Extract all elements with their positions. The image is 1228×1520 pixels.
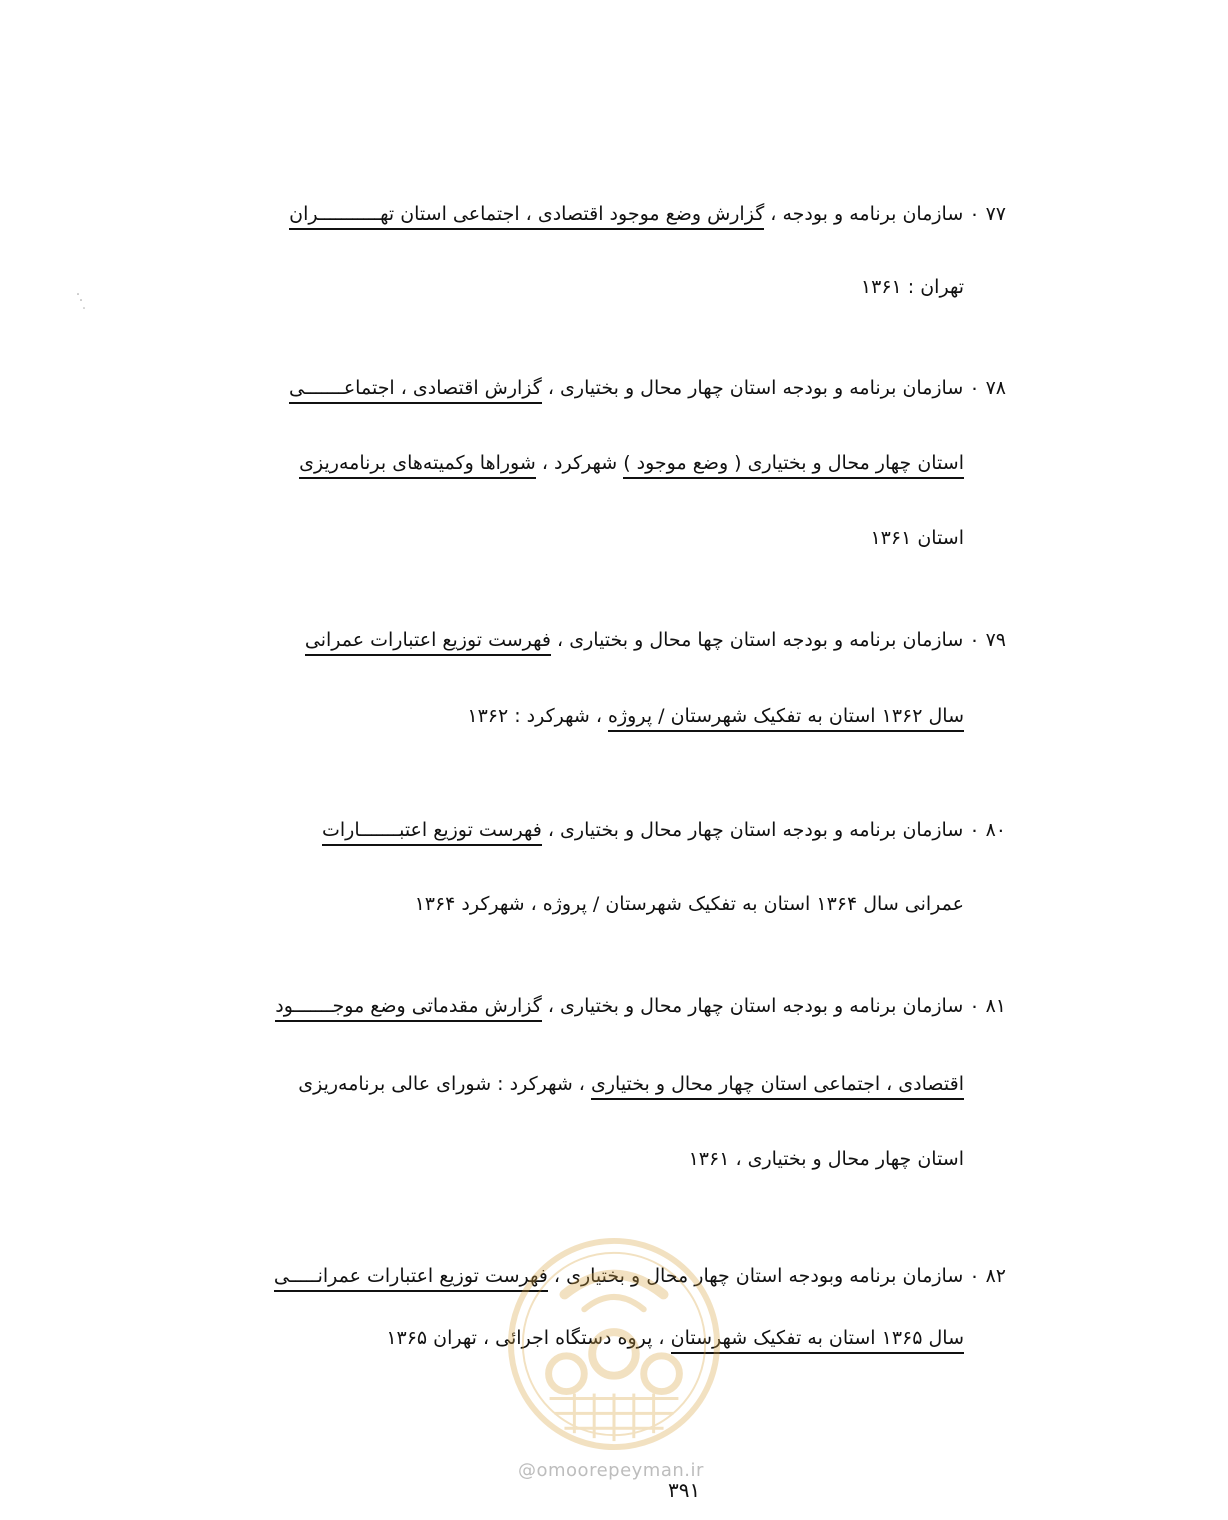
entry-text: ۷۹ ۰ سازمان برنامه و بودجه استان چها محال و بختیاری ، xyxy=(551,629,1006,651)
entry-text: ۸۰ ۰ سازمان برنامه و بودجه استان چهار محال و بختیاری ، xyxy=(541,819,1006,841)
entry-text: عمرانی سال ۱۳۶۴ استان به تفکیک شهرستان / پروژه ، شهرکرد ۱۳۶۴ xyxy=(414,893,964,915)
entry-77-line-2 xyxy=(861,276,964,298)
entry-title-underlined: گزارش اقتصادی ، اجتماعـــــــی xyxy=(289,377,542,404)
entry-78-line-1 xyxy=(289,377,1006,399)
seal-logo xyxy=(505,1235,723,1453)
entry-text: ، شهرکرد : شورای عالی برنامه‌ریزی xyxy=(298,1073,591,1095)
entry-81-line-2 xyxy=(298,1073,964,1095)
entry-title-underlined: اقتصادی ، اجتماعی استان چهار محال و بختیاری xyxy=(591,1073,964,1100)
entry-81-line-3 xyxy=(689,1148,964,1170)
margin-specks xyxy=(72,290,92,320)
entry-text: ۸۱ ۰ سازمان برنامه و بودجه استان چهار محال و بختیاری ، xyxy=(541,995,1006,1017)
entry-text: استان چهار محال و بختیاری ، ۱۳۶۱ xyxy=(688,1148,964,1170)
entry-78-line-3 xyxy=(870,527,964,549)
entry-78-line-2 xyxy=(299,452,964,474)
entry-title-underlined: گزارش وضع موجود اقتصادی ، اجتماعی استان تهـــــــــــران xyxy=(289,203,764,230)
entry-title-underlined: فهرست توزیع اعتبـــــــارات xyxy=(322,819,542,846)
entry-title-underlined: فهرست توزیع اعتبارات عمرانی xyxy=(305,629,551,656)
page-number: ۳۹۱ xyxy=(668,1478,701,1502)
entry-80-line-2 xyxy=(415,893,964,915)
entry-title-underlined: گزارش مقدماتی وضع موجـــــــود xyxy=(275,995,542,1022)
entry-80-line-1 xyxy=(322,819,1006,841)
entry-title-underlined: فهرست توزیع اعتبارات عمرانـــــی xyxy=(274,1265,548,1292)
entry-series-underlined: شوراها وکمیته‌های برنامه‌ریزی xyxy=(299,452,536,479)
entry-81-line-1 xyxy=(275,995,1006,1017)
entry-text: استان ۱۳۶۱ xyxy=(870,527,964,549)
entry-text: ، شهرکرد : ۱۳۶۲ xyxy=(467,705,609,727)
entry-title-underlined: استان چهار محال و بختیاری ( وضع موجود ) xyxy=(623,452,964,479)
entry-text: ، پروه دستگاه اجرائی ، تهران ۱۳۶۵ xyxy=(386,1327,671,1349)
entry-text: ۷۷ ۰ سازمان برنامه و بودجه ، xyxy=(764,203,1006,225)
entry-title-underlined: سال ۱۳۶۵ استان به تفکیک شهرستان xyxy=(671,1327,964,1354)
entry-text: شهرکرد ، xyxy=(535,452,624,474)
entry-text: ۷۸ ۰ سازمان برنامه و بودجه استان چهار محال و بختیاری ، xyxy=(541,377,1006,399)
entry-77-line-1 xyxy=(289,203,1006,225)
entry-text: تهران : ۱۳۶۱ xyxy=(860,276,964,298)
entry-79-line-1 xyxy=(305,629,1006,651)
entry-79-line-2 xyxy=(467,705,964,727)
entry-title-underlined: سال ۱۳۶۲ استان به تفکیک شهرستان / پروژه xyxy=(608,705,964,732)
entry-text: ۸۲ ۰ سازمان برنامه وبودجه استان چهار محال و بختیاری ، xyxy=(547,1265,1006,1287)
watermark-text: @omoorepeyman.ir xyxy=(518,1460,704,1481)
